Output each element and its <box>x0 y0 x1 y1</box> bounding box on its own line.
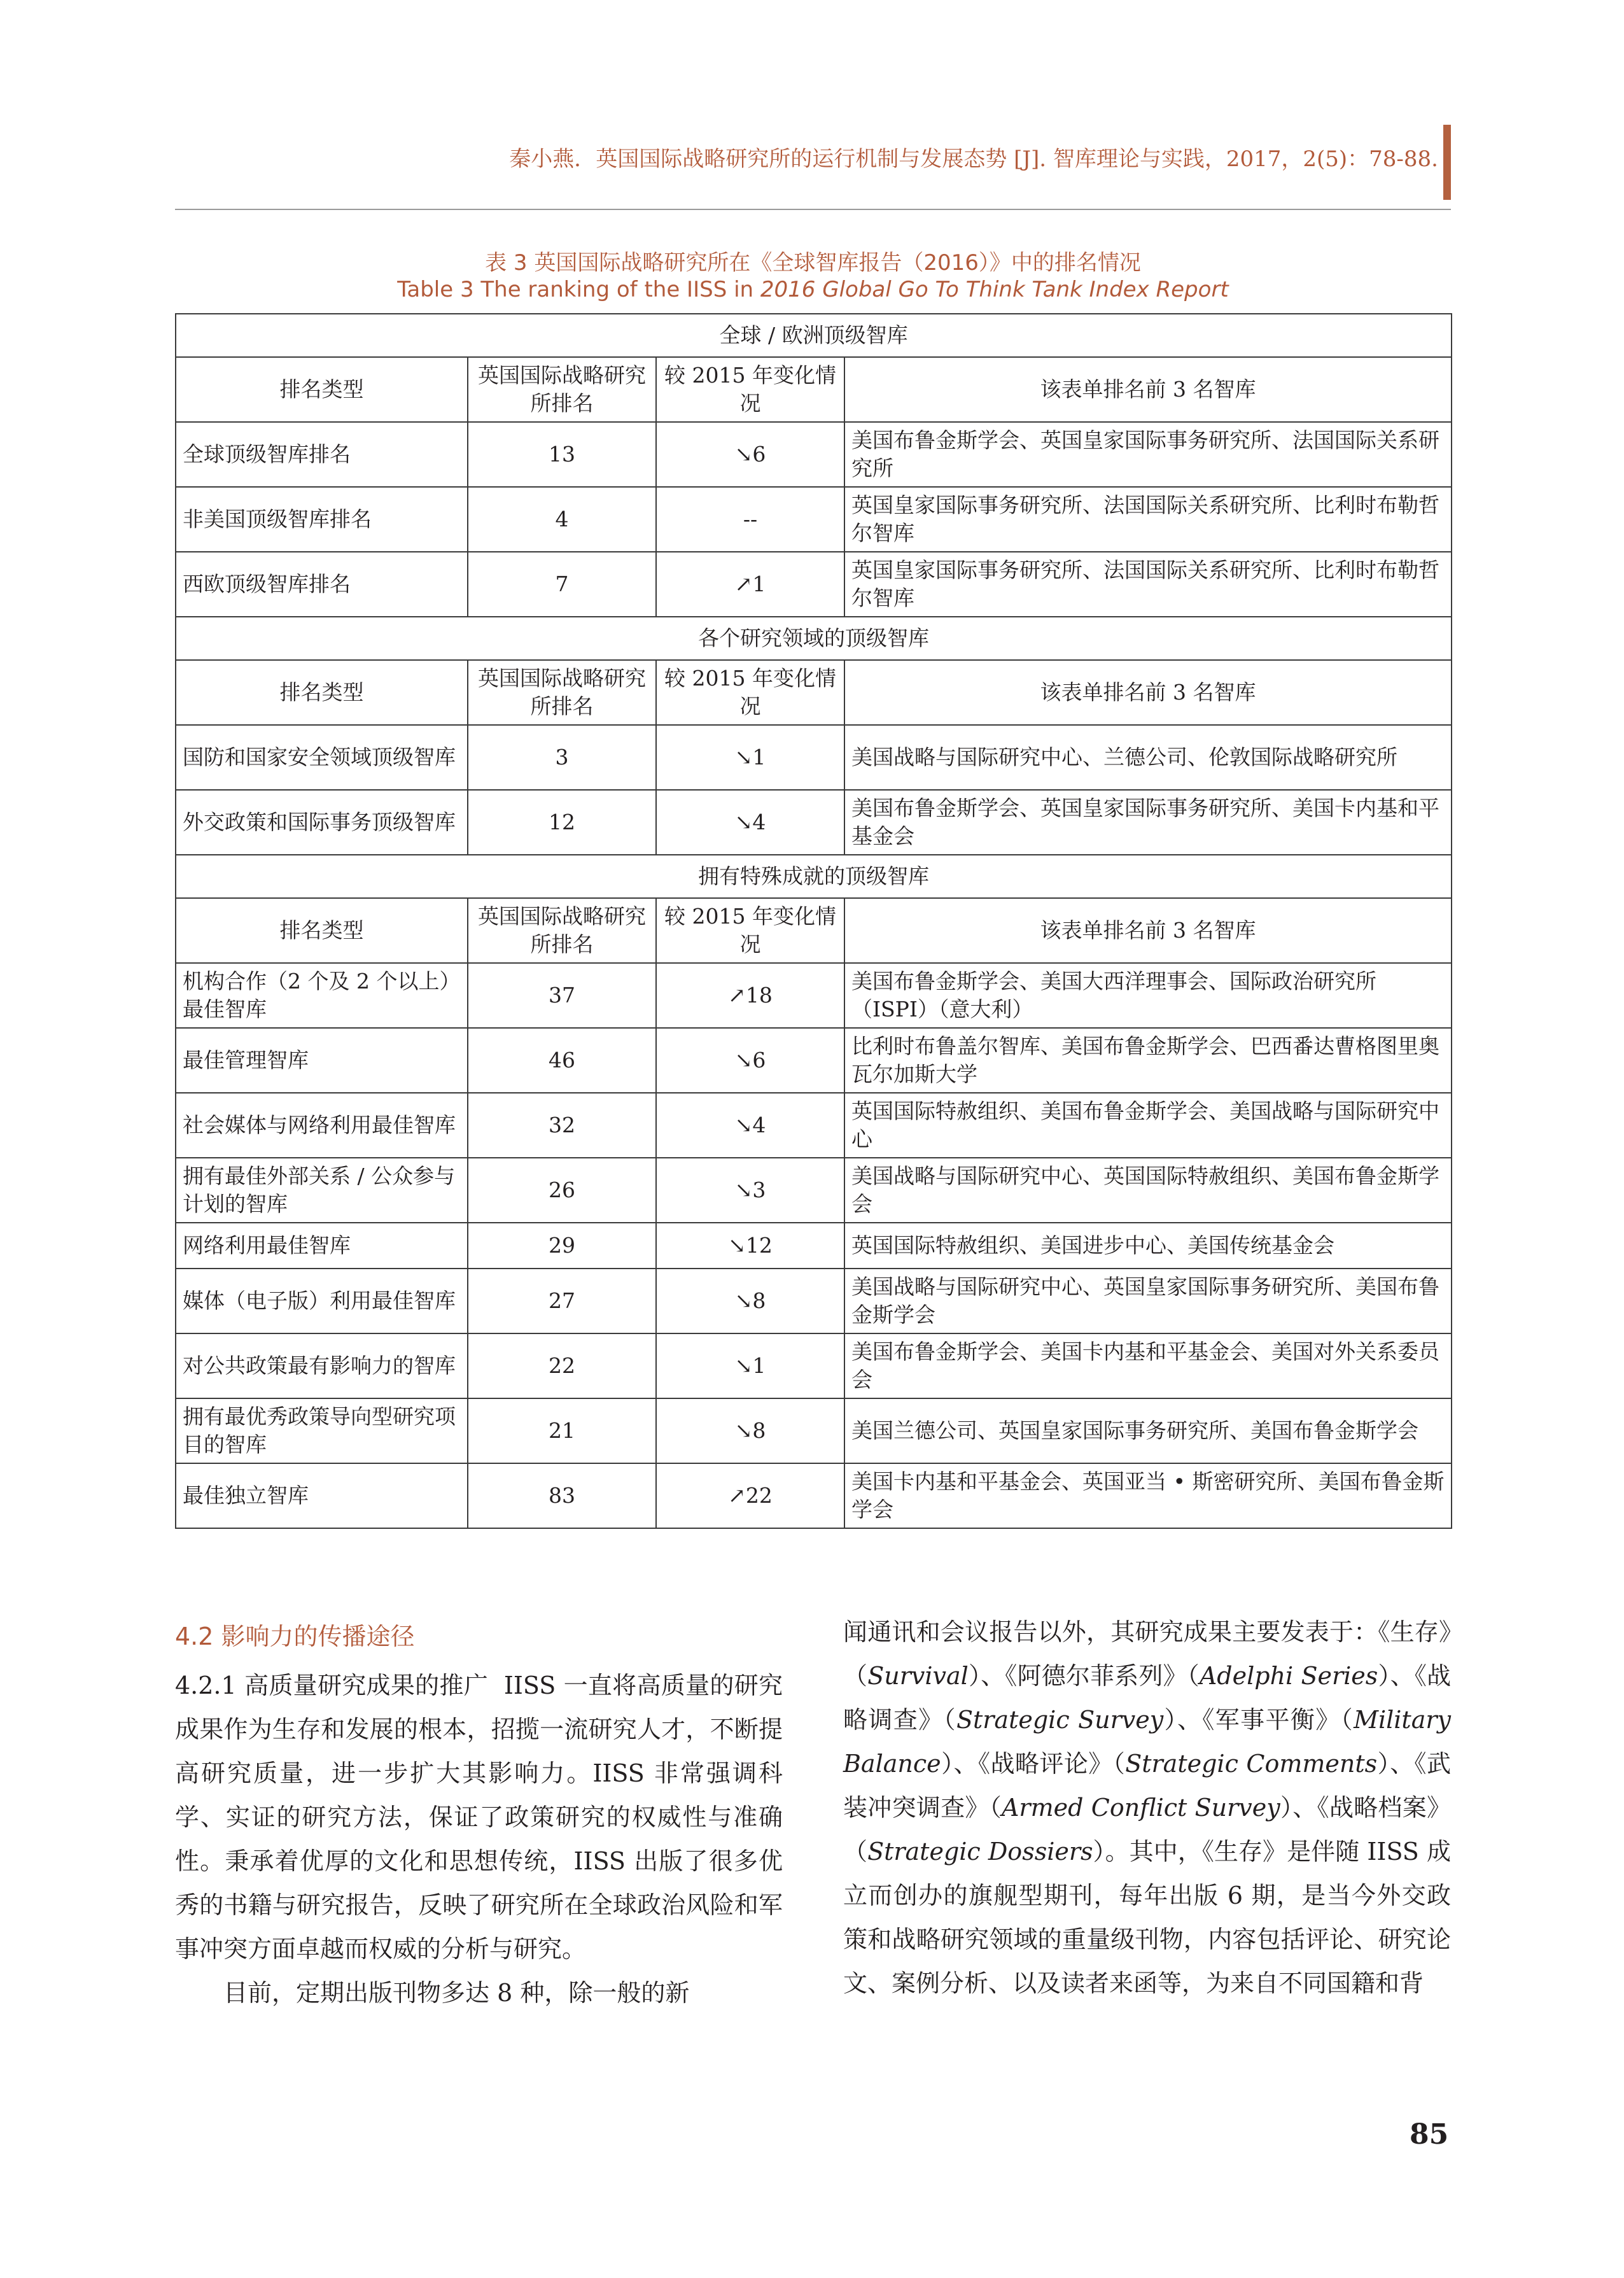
cell-iiss-rank: 22 <box>468 1333 656 1398</box>
cell-change: ↘1 <box>656 725 844 790</box>
journal-title: Survival <box>867 1662 969 1690</box>
text-run: ）、《战略调查》（ <box>843 1662 1451 1734</box>
journal-title: Armed Conflict Survey <box>1001 1794 1280 1822</box>
cell-top3: 美国布鲁金斯学会、美国大西洋理事会、国际政治研究所（ISPI）（意大利） <box>844 963 1452 1028</box>
journal-title: Adelphi Series <box>1199 1662 1378 1690</box>
caption-en-title: 2016 Global Go To Think Tank Index Report <box>760 277 1229 302</box>
table-row <box>176 422 1452 487</box>
paragraph-3 <box>843 1610 1451 2006</box>
subsection-heading: 4.2.1 高质量研究成果的推广 <box>175 1671 489 1699</box>
header-rule <box>175 209 1451 210</box>
column-header-rank: 英国国际战略研究所排名 <box>468 660 656 725</box>
cell-change: ↘6 <box>656 422 844 487</box>
header-row <box>176 660 1452 725</box>
cell-ranking-type: 全球顶级智库排名 <box>176 422 468 487</box>
table-row <box>176 1398 1452 1463</box>
table-row <box>176 790 1452 855</box>
column-header-rank: 英国国际战略研究所排名 <box>468 898 656 963</box>
section-heading: 全球 / 欧洲顶级智库 <box>176 314 1452 357</box>
page-number: 85 <box>1410 2118 1449 2151</box>
table-row <box>176 963 1452 1028</box>
cell-ranking-type: 对公共政策最有影响力的智库 <box>176 1333 468 1398</box>
section-row <box>176 617 1452 660</box>
cell-iiss-rank: 12 <box>468 790 656 855</box>
journal-title: Strategic Survey <box>956 1706 1164 1734</box>
cell-change: ↘4 <box>656 1093 844 1158</box>
cell-ranking-type: 非美国顶级智库排名 <box>176 487 468 552</box>
cell-top3: 美国卡内基和平基金会、英国亚当 • 斯密研究所、美国布鲁金斯学会 <box>844 1463 1452 1528</box>
column-header-type: 排名类型 <box>176 357 468 422</box>
cell-iiss-rank: 29 <box>468 1223 656 1269</box>
column-header-top3: 该表单排名前 3 名智库 <box>844 660 1452 725</box>
header-row <box>176 898 1452 963</box>
paragraph-1-text: IISS 一直将高质量的研究成果作为生存和发展的根本，招揽一流研究人才，不断提高研究质量，进一步扩大其影响力。IISS 非常强调科学、实证的研究方法，保证了政策研究的权威性与准确性。秉承着优厚的文化和思想传统，IISS 出版了很多优秀的书籍与研究报告，反映了研究所在全球政治风险和军事冲突方面卓越而权威的分析与研究。 <box>175 1671 783 1963</box>
cell-change: ↗1 <box>656 552 844 617</box>
text-run: 闻通讯和会议报告以外，其研究成果主要发表于：《生存》（ <box>843 1618 1451 1690</box>
left-column <box>175 1664 783 2015</box>
table-row <box>176 1269 1452 1333</box>
cell-top3: 美国战略与国际研究中心、英国皇家国际事务研究所、美国布鲁金斯学会 <box>844 1269 1452 1333</box>
text-run: ）、《军事平衡》（ <box>1163 1706 1354 1734</box>
cell-change: ↘4 <box>656 790 844 855</box>
cell-top3: 美国布鲁金斯学会、英国皇家国际事务研究所、法国国际关系研究所 <box>844 422 1452 487</box>
cell-ranking-type: 西欧顶级智库排名 <box>176 552 468 617</box>
cell-change: ↗18 <box>656 963 844 1028</box>
table-row <box>176 1463 1452 1528</box>
text-run: ）、《阿德尔菲系列》（ <box>968 1662 1200 1690</box>
cell-iiss-rank: 83 <box>468 1463 656 1528</box>
column-header-top3: 该表单排名前 3 名智库 <box>844 898 1452 963</box>
paragraph-2: 目前，定期出版刊物多达 8 种，除一般的新 <box>223 1979 690 2007</box>
cell-change: ↗22 <box>656 1463 844 1528</box>
text-run: ）、《战略档案》（ <box>843 1794 1451 1866</box>
cell-top3: 比利时布鲁盖尔智库、美国布鲁金斯学会、巴西番达曹格图里奥瓦尔加斯大学 <box>844 1028 1452 1093</box>
ranking-table <box>175 313 1452 1529</box>
cell-iiss-rank: 32 <box>468 1093 656 1158</box>
column-header-type: 排名类型 <box>176 660 468 725</box>
cell-ranking-type: 社会媒体与网络利用最佳智库 <box>176 1093 468 1158</box>
table-row <box>176 1093 1452 1158</box>
header-row <box>176 357 1452 422</box>
cell-top3: 英国皇家国际事务研究所、法国国际关系研究所、比利时布勒哲尔智库 <box>844 552 1452 617</box>
cell-change: ↘1 <box>656 1333 844 1398</box>
cell-top3: 英国皇家国际事务研究所、法国国际关系研究所、比利时布勒哲尔智库 <box>844 487 1452 552</box>
cell-iiss-rank: 21 <box>468 1398 656 1463</box>
section-row <box>176 314 1452 357</box>
running-header: 秦小燕．英国国际战略研究所的运行机制与发展态势 [J]. 智库理论与实践，2017，2(5)：78-88. <box>509 146 1438 172</box>
cell-top3: 美国兰德公司、英国皇家国际事务研究所、美国布鲁金斯学会 <box>844 1398 1452 1463</box>
column-header-top3: 该表单排名前 3 名智库 <box>844 357 1452 422</box>
cell-top3: 英国国际特赦组织、美国布鲁金斯学会、美国战略与国际研究中心 <box>844 1093 1452 1158</box>
caption-en-prefix: Table 3 The ranking of the IISS in <box>397 277 760 302</box>
table-row <box>176 725 1452 790</box>
column-header-type: 排名类型 <box>176 898 468 963</box>
cell-iiss-rank: 46 <box>468 1028 656 1093</box>
column-header-rank: 英国国际战略研究所排名 <box>468 357 656 422</box>
cell-ranking-type: 拥有最佳外部关系 / 公众参与计划的智库 <box>176 1158 468 1223</box>
cell-iiss-rank: 4 <box>468 487 656 552</box>
table-row <box>176 1028 1452 1093</box>
section-row <box>176 855 1452 898</box>
cell-iiss-rank: 26 <box>468 1158 656 1223</box>
cell-ranking-type: 拥有最优秀政策导向型研究项目的智库 <box>176 1398 468 1463</box>
column-header-change: 较 2015 年变化情况 <box>656 660 844 725</box>
table-row <box>176 552 1452 617</box>
cell-ranking-type: 媒体（电子版）利用最佳智库 <box>176 1269 468 1333</box>
cell-iiss-rank: 13 <box>468 422 656 487</box>
cell-ranking-type: 网络利用最佳智库 <box>176 1223 468 1269</box>
cell-ranking-type: 机构合作（2 个及 2 个以上）最佳智库 <box>176 963 468 1028</box>
journal-title: Strategic Dossiers <box>867 1838 1093 1866</box>
cell-top3: 英国国际特赦组织、美国进步中心、美国传统基金会 <box>844 1223 1452 1269</box>
table-row <box>176 487 1452 552</box>
column-header-change: 较 2015 年变化情况 <box>656 898 844 963</box>
right-column <box>843 1610 1451 2006</box>
cell-top3: 美国战略与国际研究中心、英国国际特赦组织、美国布鲁金斯学会 <box>844 1158 1452 1223</box>
section-heading: 拥有特殊成就的顶级智库 <box>176 855 1452 898</box>
journal-title: Strategic Comments <box>1125 1750 1378 1778</box>
table-caption-zh: 表 3 英国国际战略研究所在《全球智库报告（2016）》中的排名情况 <box>485 250 1141 276</box>
cell-ranking-type: 最佳管理智库 <box>176 1028 468 1093</box>
journal-title: Military Balance <box>843 1706 1451 1778</box>
paragraph-1 <box>175 1664 783 1971</box>
text-run: ）、《武装冲突调查》（ <box>843 1750 1451 1822</box>
cell-change: -- <box>656 487 844 552</box>
cell-ranking-type: 最佳独立智库 <box>176 1463 468 1528</box>
cell-change: ↘6 <box>656 1028 844 1093</box>
cell-ranking-type: 国防和国家安全领域顶级智库 <box>176 725 468 790</box>
cell-top3: 美国战略与国际研究中心、兰德公司、伦敦国际战略研究所 <box>844 725 1452 790</box>
table-row <box>176 1223 1452 1269</box>
text-run: ）、《战略评论》（ <box>941 1750 1126 1778</box>
cell-iiss-rank: 7 <box>468 552 656 617</box>
cell-change: ↘3 <box>656 1158 844 1223</box>
cell-iiss-rank: 37 <box>468 963 656 1028</box>
cell-change: ↘8 <box>656 1398 844 1463</box>
cell-top3: 美国布鲁金斯学会、美国卡内基和平基金会、美国对外关系委员会 <box>844 1333 1452 1398</box>
cell-iiss-rank: 27 <box>468 1269 656 1333</box>
table-row <box>176 1333 1452 1398</box>
cell-iiss-rank: 3 <box>468 725 656 790</box>
text-run: ）。其中，《生存》是伴随 IISS 成立而创办的旗舰型期刊，每年出版 6 期，是当今外交政策和战略研究领域的重量级刊物，内容包括评论、研究论文、案例分析、以及读者来函等，为来自不同国籍和背 <box>843 1838 1451 1997</box>
cell-change: ↘8 <box>656 1269 844 1333</box>
cell-top3: 美国布鲁金斯学会、英国皇家国际事务研究所、美国卡内基和平基金会 <box>844 790 1452 855</box>
header-accent-bar <box>1443 125 1451 200</box>
column-header-change: 较 2015 年变化情况 <box>656 357 844 422</box>
section-title: 4.2 影响力的传播途径 <box>175 1622 415 1650</box>
table-row <box>176 1158 1452 1223</box>
section-heading: 各个研究领域的顶级智库 <box>176 617 1452 660</box>
table-caption-en <box>175 277 1451 302</box>
cell-ranking-type: 外交政策和国际事务顶级智库 <box>176 790 468 855</box>
cell-change: ↘12 <box>656 1223 844 1269</box>
